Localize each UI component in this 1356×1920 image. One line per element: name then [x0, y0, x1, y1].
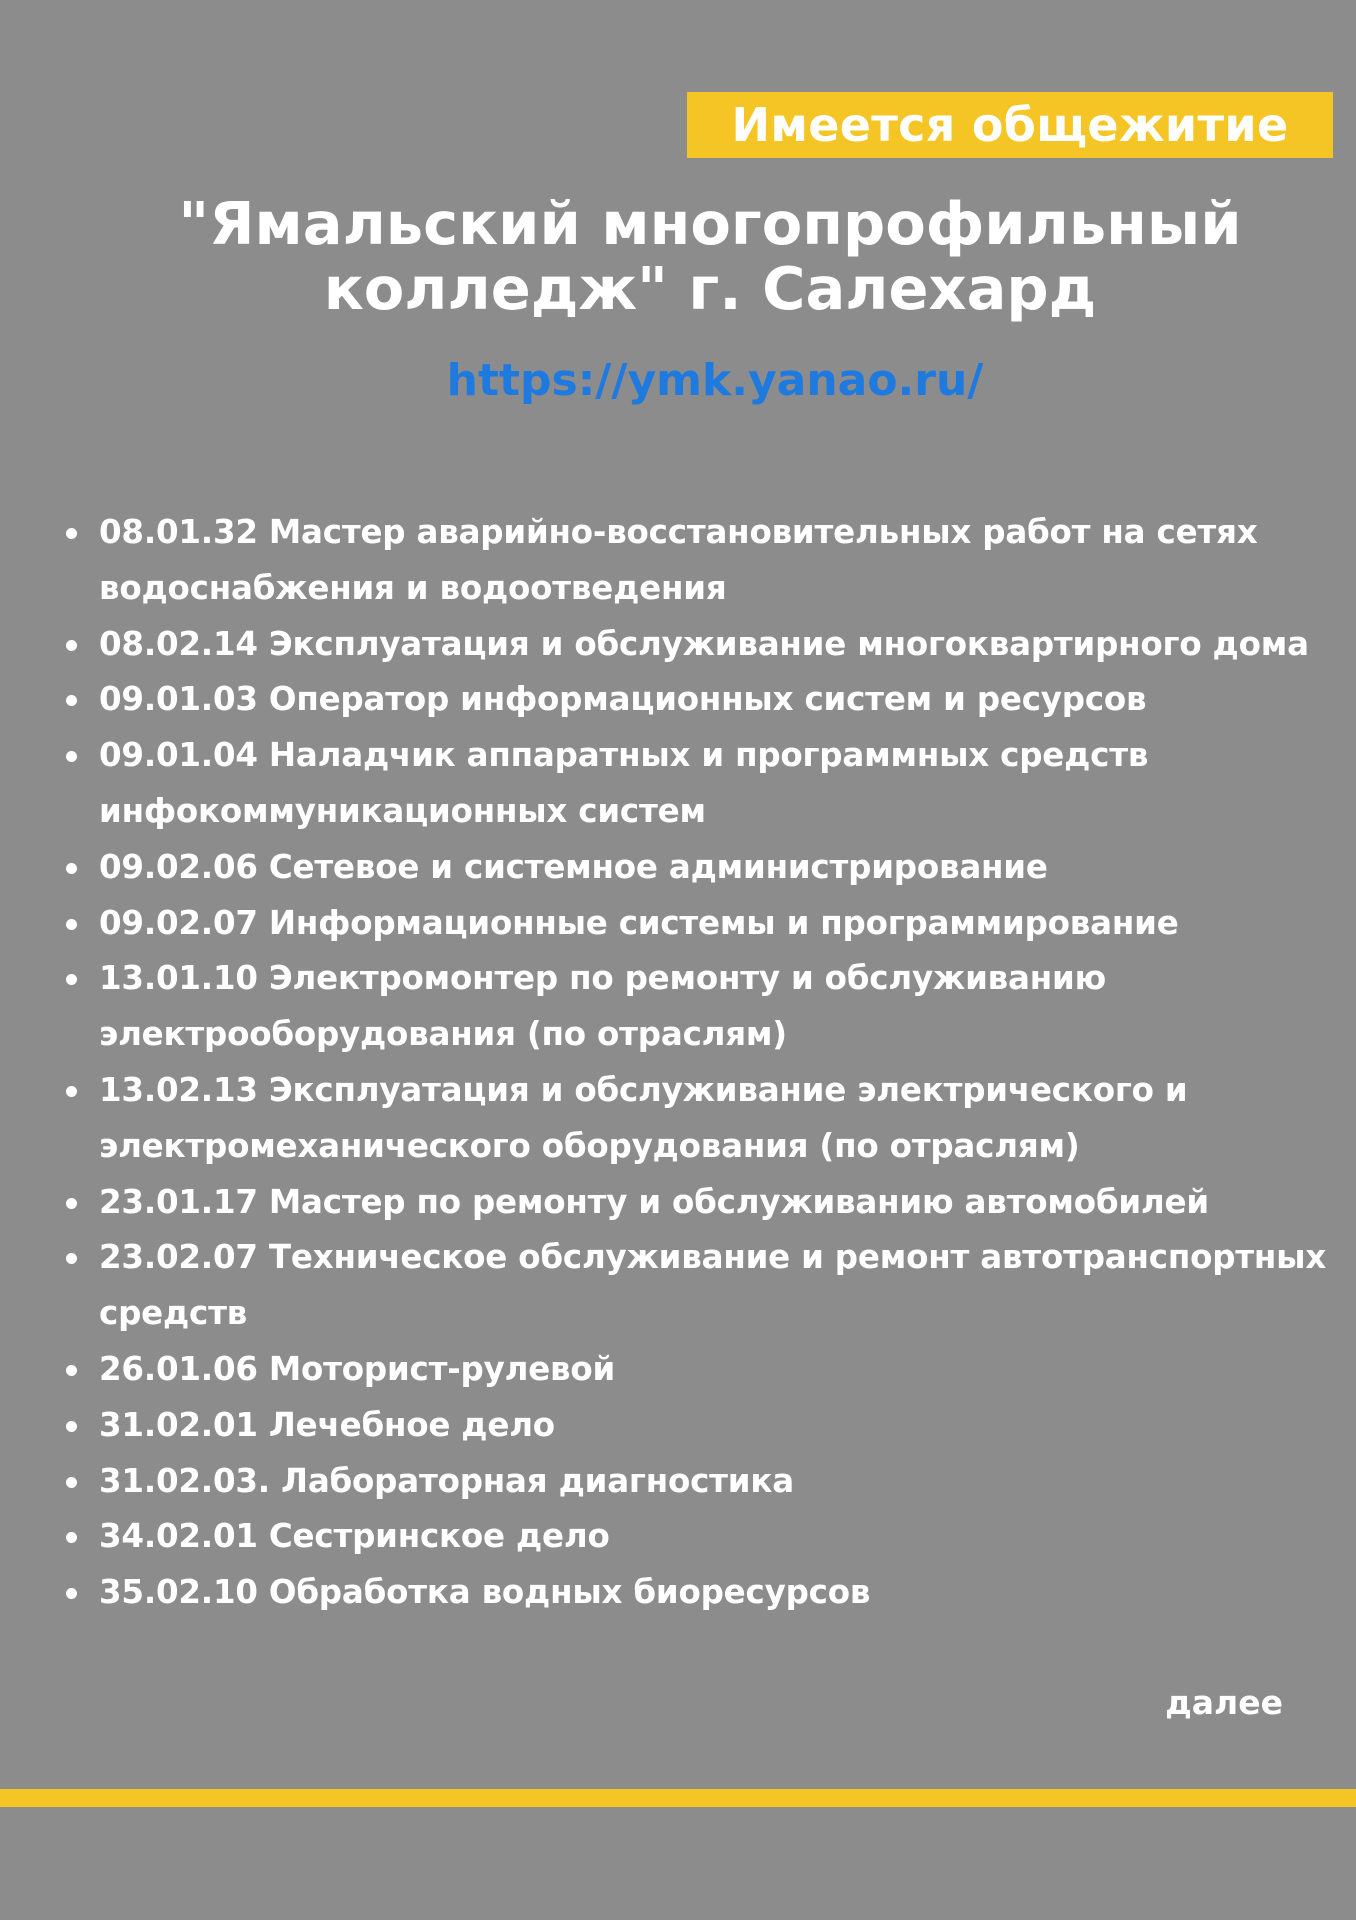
dormitory-badge-label: Имеется общежитие: [731, 98, 1289, 152]
program-label: 09.01.04 Наладчик аппаратных и программных средств инфокоммуникационных систем: [99, 736, 1149, 830]
dormitory-badge: [687, 92, 1333, 158]
program-list: [62, 505, 1332, 1621]
program-label: 26.01.06 Моторист-рулевой: [99, 1349, 616, 1388]
program-label: 34.02.01 Сестринское дело: [99, 1517, 610, 1556]
program-item: [62, 1342, 1332, 1398]
more-link[interactable]: далее: [1165, 1683, 1283, 1722]
program-item: [62, 840, 1332, 896]
program-label: 35.02.10 Обработка водных биоресурсов: [99, 1573, 871, 1612]
program-item: [62, 896, 1332, 952]
program-item: [62, 672, 1332, 728]
program-label: 13.02.13 Эксплуатация и обслуживание электрического и электромеханического оборудования (по отраслям): [99, 1070, 1188, 1165]
program-label: 23.01.17 Мастер по ремонту и обслуживанию автомобилей: [99, 1182, 1209, 1221]
bullet-icon: [66, 1532, 77, 1543]
bullet-icon: [66, 1588, 77, 1599]
program-label: 08.02.14 Эксплуатация и обслуживание многоквартирного дома: [99, 624, 1309, 663]
bullet-icon: [66, 974, 77, 985]
bullet-icon: [66, 528, 77, 539]
program-item: [62, 951, 1332, 1063]
title-line-2: колледж" г. Салехард: [323, 253, 1097, 323]
program-item: [62, 1230, 1332, 1342]
program-label: 31.02.03. Лабораторная диагностика: [99, 1461, 794, 1500]
program-item: [62, 1398, 1332, 1454]
bullet-icon: [66, 751, 77, 762]
bullet-icon: [66, 695, 77, 706]
title-line-1: "Ямальский многопрофильный: [178, 189, 1242, 258]
program-label: 09.02.06 Сетевое и системное администрирование: [99, 847, 1048, 886]
bullet-icon: [66, 919, 77, 930]
program-label: 08.01.32 Мастер аварийно-восстановительных работ на сетях водоснабжения и водоотведения: [99, 513, 1258, 607]
program-item: [62, 1509, 1332, 1565]
bullet-icon: [66, 1198, 77, 1209]
program-item: [62, 617, 1332, 673]
program-item: [62, 1565, 1332, 1621]
program-item: [62, 1063, 1332, 1175]
bullet-icon: [66, 640, 77, 651]
bullet-icon: [66, 1365, 77, 1376]
program-item: [62, 728, 1332, 840]
program-label: 09.01.03 Оператор информационных систем и ресурсов: [99, 680, 1147, 719]
program-item: [62, 1454, 1332, 1510]
bullet-icon: [66, 1477, 77, 1488]
college-website-link[interactable]: https://ymk.yanao.ru/: [446, 355, 984, 406]
program-label: 09.02.07 Информационные системы и программирование: [99, 903, 1179, 942]
accent-divider: [0, 1789, 1356, 1807]
bullet-icon: [66, 1253, 77, 1264]
bullet-icon: [66, 1421, 77, 1432]
page-title: [100, 189, 1320, 323]
program-item: [62, 505, 1332, 617]
program-label: 13.01.10 Электромонтер по ремонту и обслуживанию электрооборудования (по отраслям): [99, 959, 1106, 1054]
program-label: 31.02.01 Лечебное дело: [99, 1405, 555, 1444]
bullet-icon: [66, 1086, 77, 1097]
program-item: [62, 1175, 1332, 1231]
program-label: 23.02.07 Техническое обслуживание и ремонт автотранспортных средств: [99, 1238, 1327, 1333]
bullet-icon: [66, 863, 77, 874]
